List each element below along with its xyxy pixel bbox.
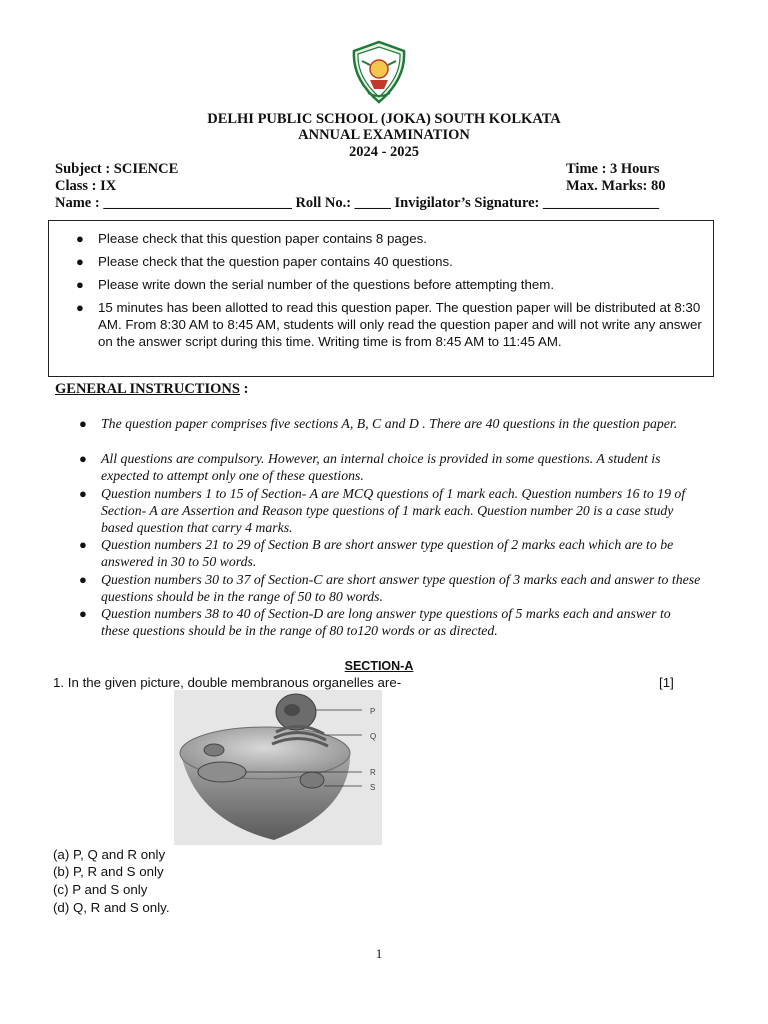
bullet-icon: ● (79, 537, 87, 552)
option-b: (b) P, R and S only (53, 864, 164, 879)
label-s: S (370, 783, 376, 792)
bullet-icon: ● (76, 254, 84, 269)
label-p: P (370, 707, 376, 716)
option-d: (d) Q, R and S only. (53, 900, 170, 915)
instruction-item: ● The question paper comprises five sections A, B, C and D . There are 40 questions in the question paper. (79, 416, 678, 431)
animal-cell-diagram (174, 690, 382, 845)
class-line: Class : IX (55, 178, 117, 194)
notice-item: ● Please write down the serial number of the questions before attempting them. (76, 277, 555, 292)
instruction-item: ● Question numbers 30 to 37 of Section-C are short answer type question of 3 marks each and answer to these questions should be in the range of 50 to 80 words. (79, 572, 701, 604)
bullet-icon: ● (79, 416, 87, 431)
notice-item: ● 15 minutes has been allotted to read this question paper. The question paper will be distributed at 8:30 AM. From 8:30 AM to 8:45 AM, students will only read the question paper and will not write any answer on the answer script during this time. Writing time is from 8:45 AM to 11:45 AM. (76, 300, 702, 349)
question-1-text: 1. In the given picture, double membranous organelles are- (53, 675, 402, 690)
school-logo (346, 39, 412, 105)
bullet-icon: ● (79, 572, 87, 587)
bullet-icon: ● (79, 451, 87, 466)
exam-name: ANNUAL EXAMINATION (298, 127, 470, 143)
instruction-item: ● Question numbers 38 to 40 of Section-D are long answer type questions of 5 marks each and answer to these questions should be in the range of 80 to120 words or as directed. (79, 606, 671, 638)
time-line: Time : 3 Hours (566, 161, 660, 177)
label-q: Q (370, 732, 377, 741)
school-name: DELHI PUBLIC SCHOOL (JOKA) SOUTH KOLKATA (207, 111, 561, 127)
bullet-icon: ● (76, 231, 84, 246)
bullet-icon: ● (76, 300, 84, 315)
subject-line: Subject : SCIENCE (55, 161, 179, 177)
notice-box (48, 220, 714, 377)
bullet-icon: ● (79, 606, 87, 621)
label-r: R (370, 768, 376, 777)
instruction-item: ● Question numbers 21 to 29 of Section B are short answer type question of 2 marks each which are to be answered in 30 to 50 words. (79, 537, 674, 569)
bullet-icon: ● (79, 486, 87, 501)
option-a: (a) P, Q and R only (53, 847, 166, 862)
marks-line: Max. Marks: 80 (566, 178, 666, 194)
bullet-icon: ● (76, 277, 84, 292)
question-1-marks: [1] (659, 675, 674, 690)
general-instructions-title: GENERAL INSTRUCTIONS : (55, 381, 249, 397)
option-c: (c) P and S only (53, 882, 148, 897)
name-roll-signature-line: Name : __________________________ Roll No.: _____ Invigilator’s Signature: ________________ (55, 195, 660, 211)
instruction-item: ● Question numbers 1 to 15 of Section- A are MCQ questions of 1 mark each. Question numbers 16 to 19 of Section- A are Assertion and Reason type questions of 1 mark each. Question number 20 is a case study based question that carry 4 marks. (79, 486, 686, 535)
instruction-item: ● All questions are compulsory. However, an internal choice is provided in some questions. A student is expected to attempt only one of these questions. (79, 451, 661, 483)
exam-year: 2024 - 2025 (348, 144, 420, 160)
notice-item: ● Please check that the question paper contains 40 questions. (76, 254, 453, 269)
section-title: SECTION-A (344, 659, 414, 673)
notice-item: ● Please check that this question paper contains 8 pages. (76, 231, 427, 246)
page-number: 1 (375, 946, 383, 961)
